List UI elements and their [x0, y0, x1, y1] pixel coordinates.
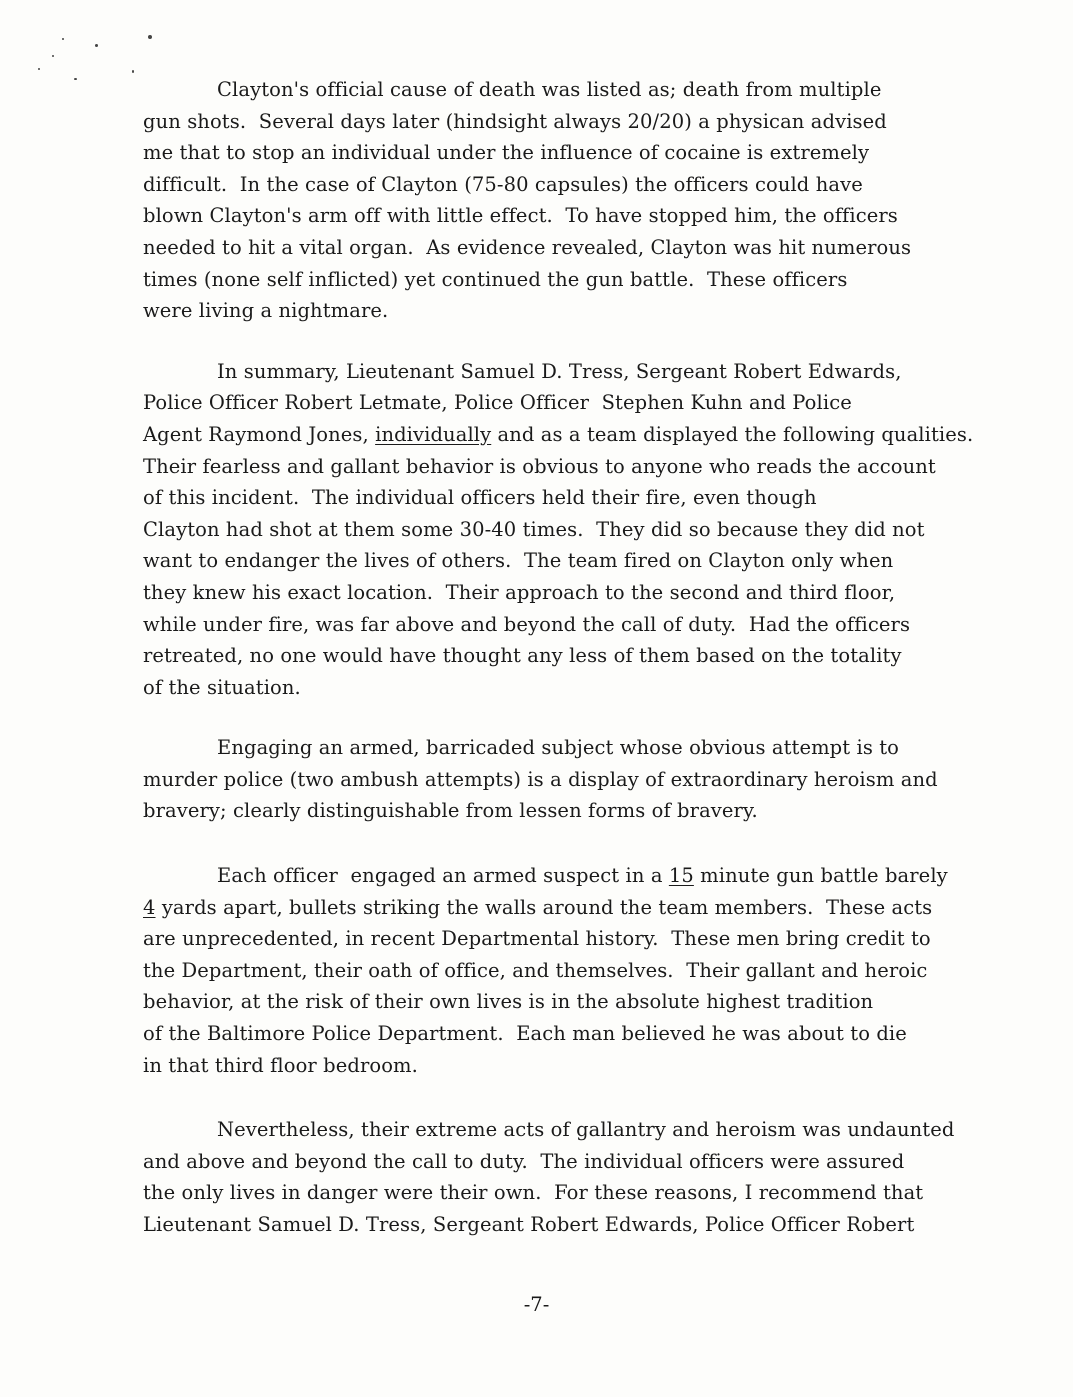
text-line-with-underline: [143, 860, 1043, 892]
text-segment: Each officer engaged an armed suspect in a: [217, 864, 669, 888]
text-line: behavior, at the risk of their own lives is in the absolute highest tradition: [143, 990, 874, 1014]
text-segment: yards apart, bullets striking the walls around the team members. These acts: [155, 895, 933, 919]
text-segment: and as a team displayed the following qualities.: [491, 422, 974, 446]
scan-speck: [132, 70, 134, 73]
page-number: -7-: [523, 1293, 550, 1316]
paragraph-4: [143, 860, 1043, 1081]
text-line: they knew his exact location. Their approach to the second and third floor,: [143, 580, 896, 604]
text-line: me that to stop an individual under the influence of cocaine is extremely: [143, 141, 870, 165]
text-line: of this incident. The individual officers held their fire, even though: [143, 486, 817, 510]
text-segment: minute gun battle barely: [693, 864, 948, 888]
text-line: Lieutenant Samuel D. Tress, Sergeant Robert Edwards, Police Officer Robert: [143, 1213, 915, 1236]
text-line: the Department, their oath of office, and themselves. Their gallant and heroic: [143, 958, 928, 982]
text-line: of the Baltimore Police Department. Each man believed he was about to die: [143, 1022, 907, 1046]
text-line: Police Officer Robert Letmate, Police Officer Stephen Kuhn and Police: [143, 391, 852, 415]
text-line: Engaging an armed, barricaded subject whose obvious attempt is to: [217, 736, 900, 760]
underlined-number: 15: [668, 864, 694, 888]
underlined-word: individually: [375, 422, 492, 446]
text-line-with-underline: [143, 419, 1043, 451]
text-line: gun shots. Several days later (hindsight always 20/20) a physican advised: [143, 109, 887, 133]
text-line: Their fearless and gallant behavior is obvious to anyone who reads the account: [143, 454, 936, 478]
scan-speck: [52, 55, 54, 57]
text-line: murder police (two ambush attempts) is a display of extraordinary heroism and: [143, 767, 938, 791]
text-line: and above and beyond the call to duty. The individual officers were assured: [143, 1149, 905, 1173]
text-line: while under fire, was far above and beyond the call of duty. Had the officers: [143, 612, 911, 636]
text-line: in that third floor bedroom.: [143, 1053, 418, 1077]
scan-speck: [74, 78, 77, 80]
text-line-with-underline: [143, 892, 1043, 924]
text-line: In summary, Lieutenant Samuel D. Tress, Sergeant Robert Edwards,: [217, 359, 902, 383]
text-line: want to endanger the lives of others. The team fired on Clayton only when: [143, 549, 894, 573]
text-line: bravery; clearly distinguishable from lessen forms of bravery.: [143, 799, 758, 823]
scan-speck: [38, 68, 40, 70]
text-line: of the situation.: [143, 675, 301, 699]
text-line: difficult. In the case of Clayton (75-80 capsules) the officers could have: [143, 172, 863, 196]
scan-speck: [62, 38, 64, 40]
text-line: Nevertheless, their extreme acts of gallantry and heroism was undaunted: [217, 1118, 955, 1142]
paragraph-5: [143, 1114, 1043, 1240]
text-line: the only lives in danger were their own. For these reasons, I recommend that: [143, 1181, 924, 1205]
scan-speck: [95, 44, 98, 47]
underlined-number: 4: [143, 895, 156, 919]
text-line: blown Clayton's arm off with little effect. To have stopped him, the officers: [143, 204, 898, 228]
text-line: needed to hit a vital organ. As evidence revealed, Clayton was hit numerous: [143, 235, 912, 259]
text-line: were living a nightmare.: [143, 299, 389, 323]
text-segment: Agent Raymond Jones,: [143, 422, 376, 446]
text-line: are unprecedented, in recent Departmental history. These men bring credit to: [143, 927, 931, 951]
text-line: retreated, no one would have thought any less of them based on the totality: [143, 644, 902, 668]
text-line: Clayton had shot at them some 30-40 times. They did so because they did not: [143, 517, 925, 541]
document-body: [143, 74, 1043, 1241]
paragraph-2: [143, 356, 1043, 704]
paragraph-3: [143, 732, 1043, 827]
paragraph-1: [143, 74, 1043, 327]
text-line: Clayton's official cause of death was listed as; death from multiple: [217, 78, 882, 101]
text-line: times (none self inflicted) yet continued the gun battle. These officers: [143, 267, 848, 291]
scan-speck: [148, 35, 152, 39]
